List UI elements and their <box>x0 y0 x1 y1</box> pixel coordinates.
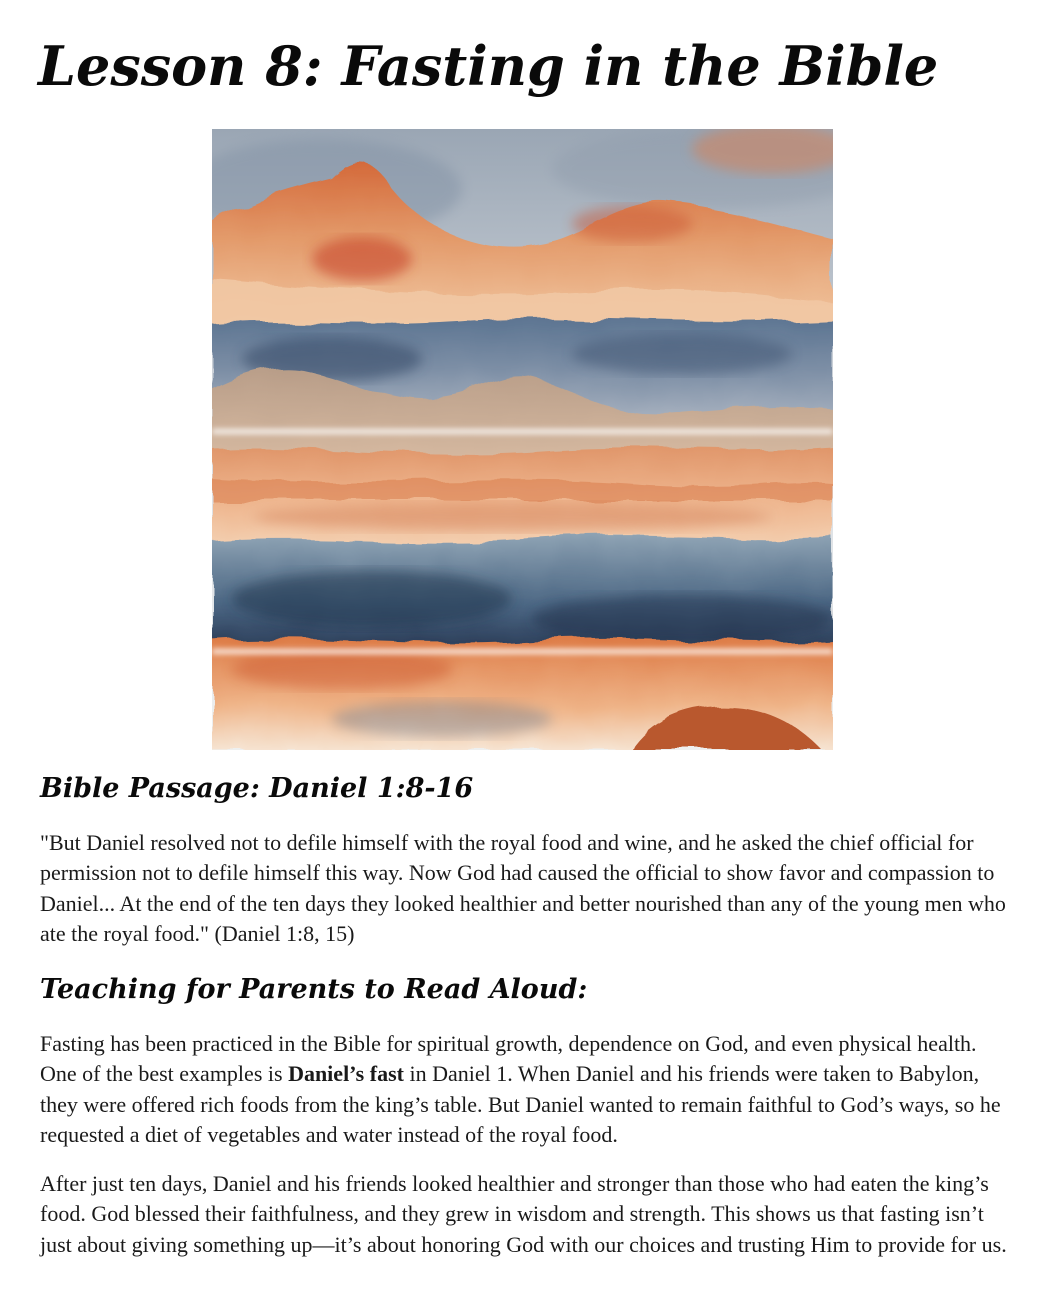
scripture-quote: "But Daniel resolved not to defile himself with the royal food and wine, and he asked the chief official for permission not to defile himself this way. Now God had caused the official to show favor and compassion to Daniel... At the end of the ten days they looked healthier and better nourished than any of the young men who ate the royal food." (Daniel 1:8, 15) <box>40 830 1006 946</box>
watercolor-landscape-illustration <box>212 129 833 750</box>
teaching-paragraph-1 <box>40 1029 1008 1150</box>
teaching-heading: Teaching for Parents to Read Aloud: <box>40 974 588 1005</box>
teaching-paragraph-2: After just ten days, Daniel and his friends looked healthier and stronger than those who had eaten the king’s food. God blessed their faithfulness, and they grew in wisdom and strength. This shows us that fasting isn’t just about giving something up—it’s about honoring God with our choices and trusting Him to provide for us. <box>40 1171 1007 1257</box>
daniels-fast-emphasis: Daniel’s fast <box>288 1061 404 1087</box>
teaching-paragraph-1-lead: Fasting has been practiced in the Bible for spiritual growth, dependence on God, and even physical health. One of the best examples is <box>40 1031 977 1087</box>
teaching-paragraph-1-rest: in Daniel 1. When Daniel and his friends were taken to Babylon, they were offered rich foods from the king’s table. But Daniel wanted to remain faithful to God’s ways, so he requested a diet of vegetables and water instead of the royal food. <box>40 1061 1001 1147</box>
watercolor-mountain-landscape-icon <box>212 129 833 750</box>
passage-heading: Bible Passage: Daniel 1:8-16 <box>40 773 474 804</box>
page-title: Lesson 8: Fasting in the Bible <box>38 34 939 98</box>
